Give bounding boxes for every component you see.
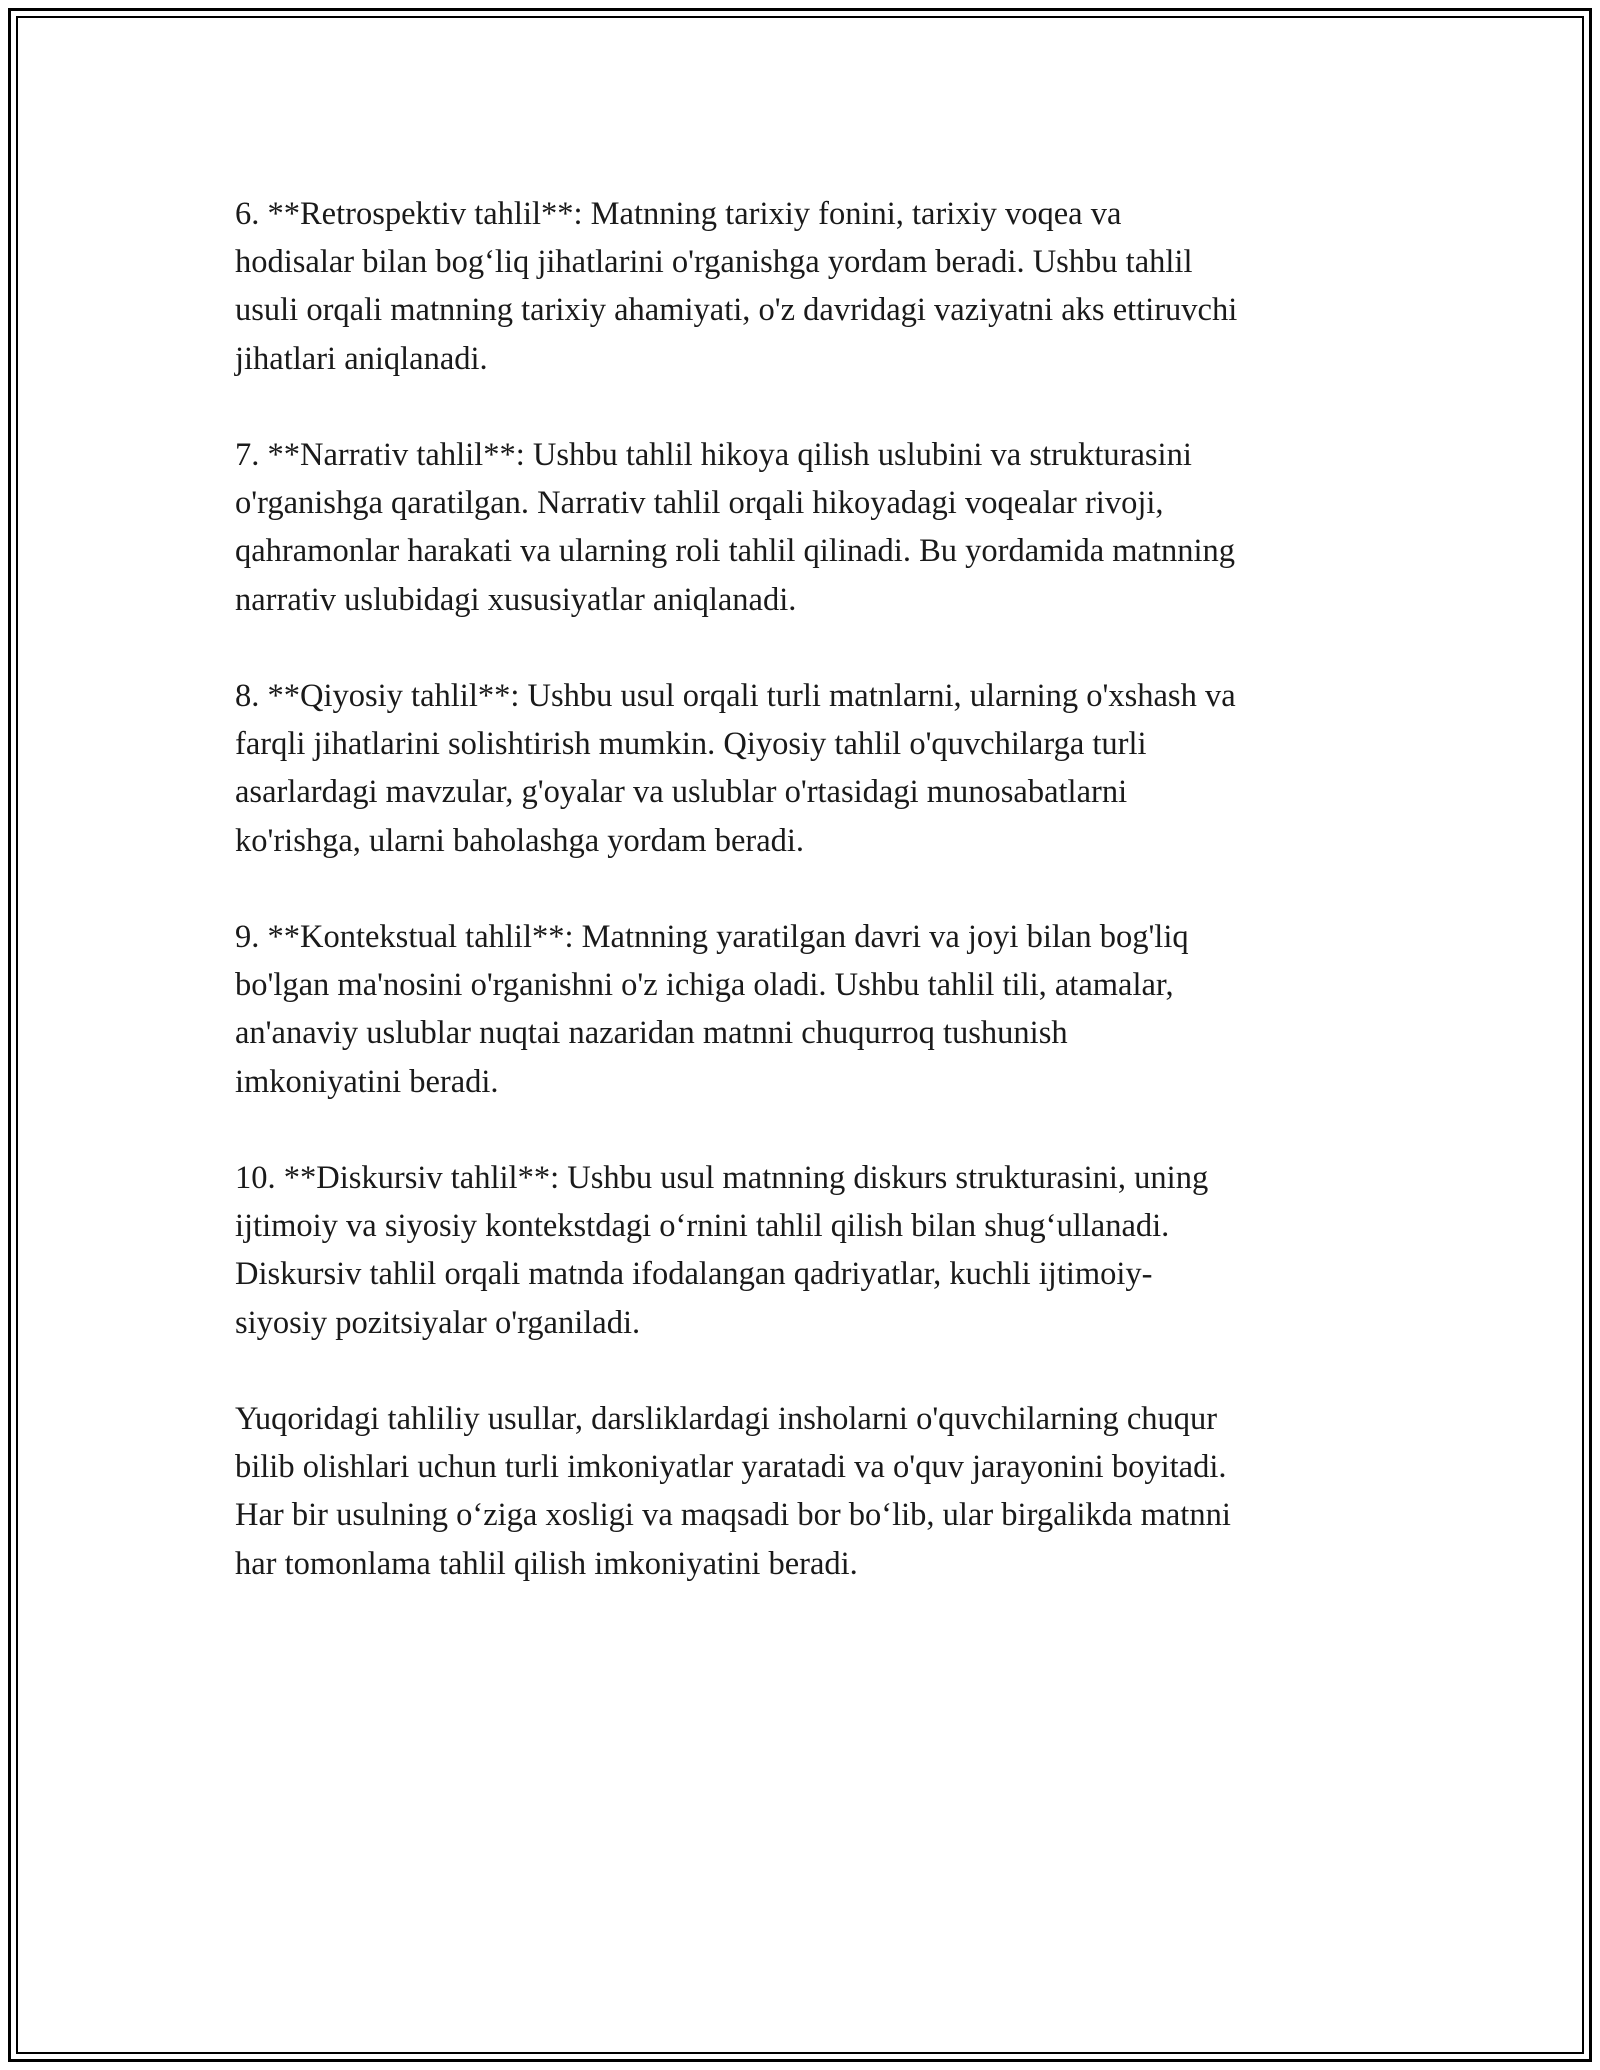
text-line: 6. **Retrospektiv tahlil**: Matnning tarixiy fonini, tarixiy voqea va bbox=[235, 196, 1122, 232]
paragraph-narrativ-tahlil bbox=[235, 431, 1375, 624]
text-line: ijtimoiy va siyosiy kontekstdagi o‘rnini tahlil qilish bilan shug‘ullanadi. bbox=[235, 1208, 1170, 1245]
text-line: har tomonlama tahlil qilish imkoniyatini beradi. bbox=[235, 1545, 858, 1582]
text-line: imkoniyatini beradi. bbox=[235, 1063, 499, 1100]
paragraph-retrospektiv-tahlil bbox=[235, 190, 1375, 383]
paragraph-diskursiv-tahlil bbox=[235, 1154, 1375, 1347]
text-line: bilib olishlari uchun turli imkoniyatlar yaratadi va o'quv jarayonini boyitadi. bbox=[235, 1449, 1227, 1486]
text-line: 7. **Narrativ tahlil**: Ushbu tahlil hikoya qilish uslubini va strukturasini bbox=[235, 437, 1192, 473]
text-line: siyosiy pozitsiyalar o'rganiladi. bbox=[235, 1304, 641, 1341]
text-line: hodisalar bilan bog‘liq jihatlarini o'rganishga yordam beradi. Ushbu tahlil bbox=[235, 244, 1193, 281]
text-line: jihatlari aniqlanadi. bbox=[235, 340, 488, 377]
text-line: asarlardagi mavzular, g'oyalar va uslublar o'rtasidagi munosabatlarni bbox=[235, 774, 1128, 811]
text-line: farqli jihatlarini solishtirish mumkin. Qiyosiy tahlil o'quvchilarga turli bbox=[235, 726, 1147, 763]
text-line: ko'rishga, ularni baholashga yordam beradi. bbox=[235, 822, 805, 859]
text-line: o'rganishga qaratilgan. Narrativ tahlil orqali hikoyadagi voqealar rivoji, bbox=[235, 485, 1164, 522]
document-body bbox=[235, 190, 1375, 1636]
text-line: bo'lgan ma'nosini o'rganishni o'z ichiga oladi. Ushbu tahlil tili, atamalar, bbox=[235, 967, 1174, 1004]
text-line: Har bir usulning o‘ziga xosligi va maqsadi bor bo‘lib, ular birgalikda matnni bbox=[235, 1497, 1231, 1534]
text-line: narrativ uslubidagi xususiyatlar aniqlanadi. bbox=[235, 581, 797, 618]
text-line: Diskursiv tahlil orqali matnda ifodalangan qadriyatlar, kuchli ijtimoiy- bbox=[235, 1256, 1153, 1293]
text-line: usuli orqali matnning tarixiy ahamiyati, o'z davridagi vaziyatni aks ettiruvchi bbox=[235, 292, 1238, 329]
paragraph-kontekstual-tahlil bbox=[235, 913, 1375, 1106]
paragraph-conclusion bbox=[235, 1395, 1375, 1588]
paragraph-qiyosiy-tahlil bbox=[235, 672, 1375, 865]
text-line: 10. **Diskursiv tahlil**: Ushbu usul matnning diskurs strukturasini, uning bbox=[235, 1160, 1209, 1196]
text-line: an'anaviy uslublar nuqtai nazaridan matnni chuqurroq tushunish bbox=[235, 1015, 1068, 1052]
text-line: Yuqoridagi tahliliy usullar, darsliklardagi insholarni o'quvchilarning chuqur bbox=[235, 1401, 1218, 1437]
text-line: qahramonlar harakati va ularning roli tahlil qilinadi. Bu yordamida matnning bbox=[235, 533, 1236, 570]
text-line: 8. **Qiyosiy tahlil**: Ushbu usul orqali turli matnlarni, ularning o'xshash va bbox=[235, 678, 1236, 714]
text-line: 9. **Kontekstual tahlil**: Matnning yaratilgan davri va joyi bilan bog'liq bbox=[235, 919, 1189, 955]
